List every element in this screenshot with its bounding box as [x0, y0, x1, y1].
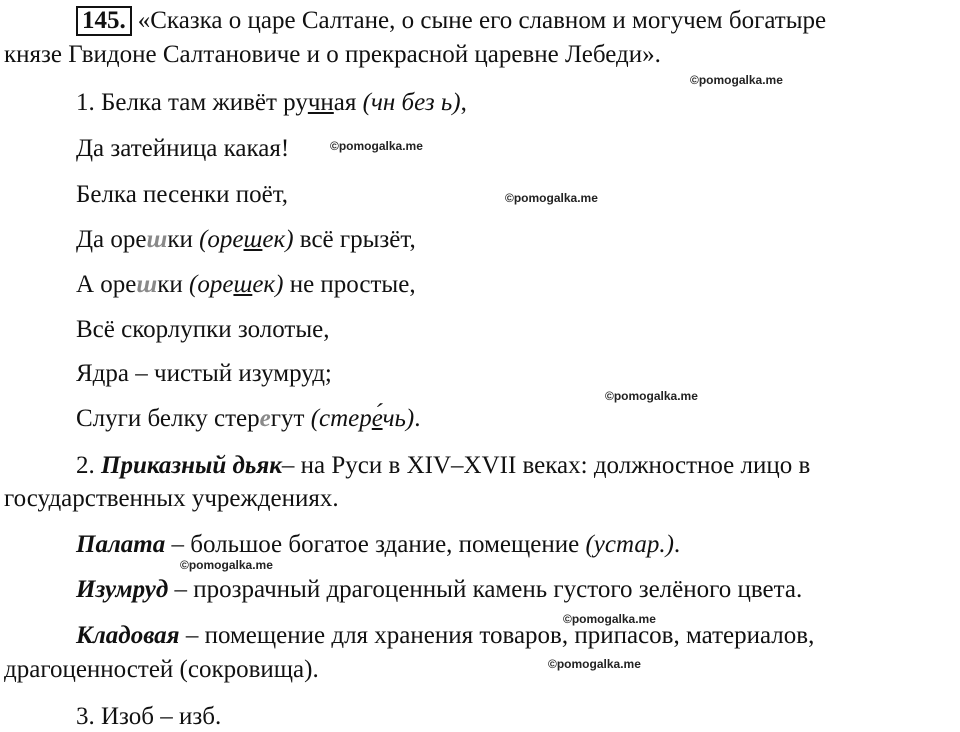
- definition-izumrud: Изумруд – прозрачный драгоценный камень густого зелёного цвета.: [76, 576, 803, 603]
- poem-line-4: Да орешки (орешек) всё грызёт,: [76, 226, 416, 253]
- exercise-title-line2: князе Гвидоне Салтановиче и о прекрасной царевне Лебеди».: [4, 41, 661, 68]
- poem-line-5: А орешки (орешек) не простые,: [76, 271, 416, 298]
- watermark: ©pomogalka.me: [180, 558, 273, 572]
- poem-line-6: Всё скорлупки золотые,: [76, 316, 330, 343]
- exercise-title-line1: 145. «Сказка о царе Салтане, о сыне его славном и могучем богатыре: [76, 6, 826, 36]
- poem-line-1: 1. Белка там живёт ручная (чн без ь),: [76, 89, 467, 116]
- watermark: ©pomogalka.me: [330, 139, 423, 153]
- poem-line-3: Белка песенки поёт,: [76, 181, 289, 208]
- definition-kladovaya: Кладовая – помещение для хранения товаров, припасов, материалов,: [76, 622, 815, 649]
- watermark: ©pomogalka.me: [548, 657, 641, 671]
- definition-palata: Палата – большое богатое здание, помещение (устар.).: [76, 531, 681, 558]
- poem-line-7: Ядра – чистый изумруд;: [76, 360, 332, 387]
- paragraph-3: 3. Изоб – изб.: [76, 703, 222, 730]
- definition-prikazny-dyak-cont: государственных учреждениях.: [4, 485, 339, 512]
- poem-line-2: Да затейница какая!: [76, 135, 290, 162]
- watermark: ©pomogalka.me: [605, 389, 698, 403]
- poem-line-8: Слуги белку стерегут (стере́чь).: [76, 405, 421, 432]
- definition-prikazny-dyak: 2. Приказный дьяк– на Руси в XIV–XVII веках: должностное лицо в: [76, 452, 811, 479]
- watermark: ©pomogalka.me: [690, 73, 783, 87]
- exercise-number: 145.: [76, 6, 132, 36]
- watermark: ©pomogalka.me: [563, 612, 656, 626]
- definition-kladovaya-cont: драгоценностей (сокровища).: [4, 656, 319, 683]
- watermark: ©pomogalka.me: [505, 191, 598, 205]
